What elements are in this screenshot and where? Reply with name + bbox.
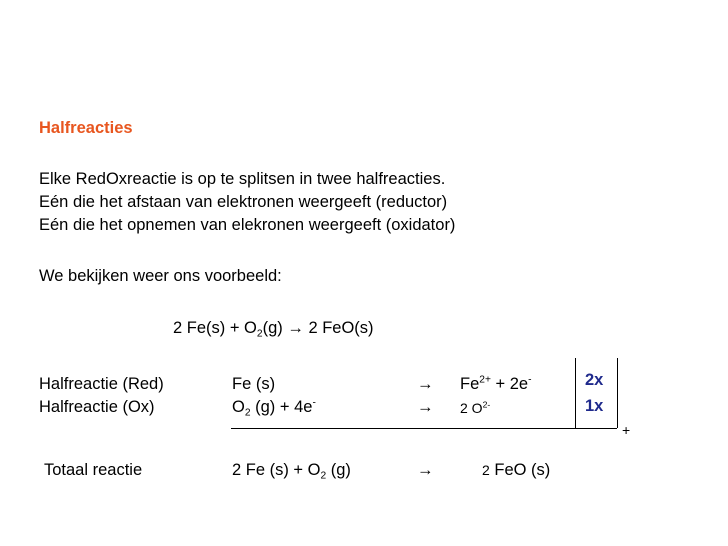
half-red-rhs xyxy=(460,376,532,393)
half-ox-rhs-charge: 2- xyxy=(482,399,491,410)
half-ox-lhs-base: O xyxy=(232,398,245,416)
example-label: We bekijken weer ons voorbeeld: xyxy=(39,267,282,285)
half-ox-label: Halfreactie (Ox) xyxy=(39,398,155,416)
half-red-electron-charge: - xyxy=(528,374,532,386)
half-red-rhs-base: Fe xyxy=(460,375,480,393)
total-rhs-coefficient: 2 xyxy=(482,462,490,478)
total-lhs-subscript: 2 xyxy=(320,470,327,482)
half-red-lhs: Fe (s) xyxy=(232,375,276,393)
arrow-icon: → xyxy=(287,319,304,337)
main-equation xyxy=(173,319,374,340)
arrow-icon: → xyxy=(417,461,434,479)
factor-right-divider xyxy=(617,358,618,428)
half-ox-electron-charge: - xyxy=(312,397,316,409)
half-red-factor: 2x xyxy=(585,371,604,389)
total-lhs-species: 2 Fe (s) + O xyxy=(232,461,321,479)
sum-line xyxy=(231,428,617,429)
total-label: Totaal reactie xyxy=(44,461,143,479)
main-equation-lhs: 2 Fe(s) + O xyxy=(173,319,257,337)
half-ox-lhs-subscript: 2 xyxy=(244,407,251,419)
half-ox-lhs-electrons: (g) + 4e xyxy=(250,398,313,416)
intro-line-1: Elke RedOxreactie is op te splitsen in twee halfreacties. xyxy=(39,170,446,188)
main-equation-subscript: 2 xyxy=(256,328,263,340)
main-equation-lhs-state: (g) xyxy=(262,319,283,337)
plus-sign: + xyxy=(622,422,631,438)
half-red-rhs-charge: 2+ xyxy=(479,374,491,386)
total-lhs-state: (g) xyxy=(326,461,351,479)
factor-left-divider xyxy=(575,358,576,428)
total-lhs xyxy=(232,461,351,482)
half-red-rhs-electrons: + 2e xyxy=(490,375,529,393)
page-title: Halfreacties xyxy=(39,119,133,137)
half-ox-factor: 1x xyxy=(585,397,604,415)
intro-line-2: Eén die het afstaan van elektronen weergeeft (reductor) xyxy=(39,193,448,211)
total-rhs xyxy=(482,462,550,479)
total-rhs-species: FeO (s) xyxy=(489,461,551,479)
half-red-label: Halfreactie (Red) xyxy=(39,375,164,393)
arrow-icon: → xyxy=(417,398,434,416)
main-equation-rhs: 2 FeO(s) xyxy=(308,319,374,337)
half-ox-rhs-base: 2 O xyxy=(460,400,483,416)
arrow-icon: → xyxy=(417,375,434,393)
half-ox-lhs xyxy=(232,397,316,419)
intro-line-3: Eén die het opnemen van elekronen weergeeft (oxidator) xyxy=(39,216,456,234)
half-ox-rhs xyxy=(460,401,490,415)
